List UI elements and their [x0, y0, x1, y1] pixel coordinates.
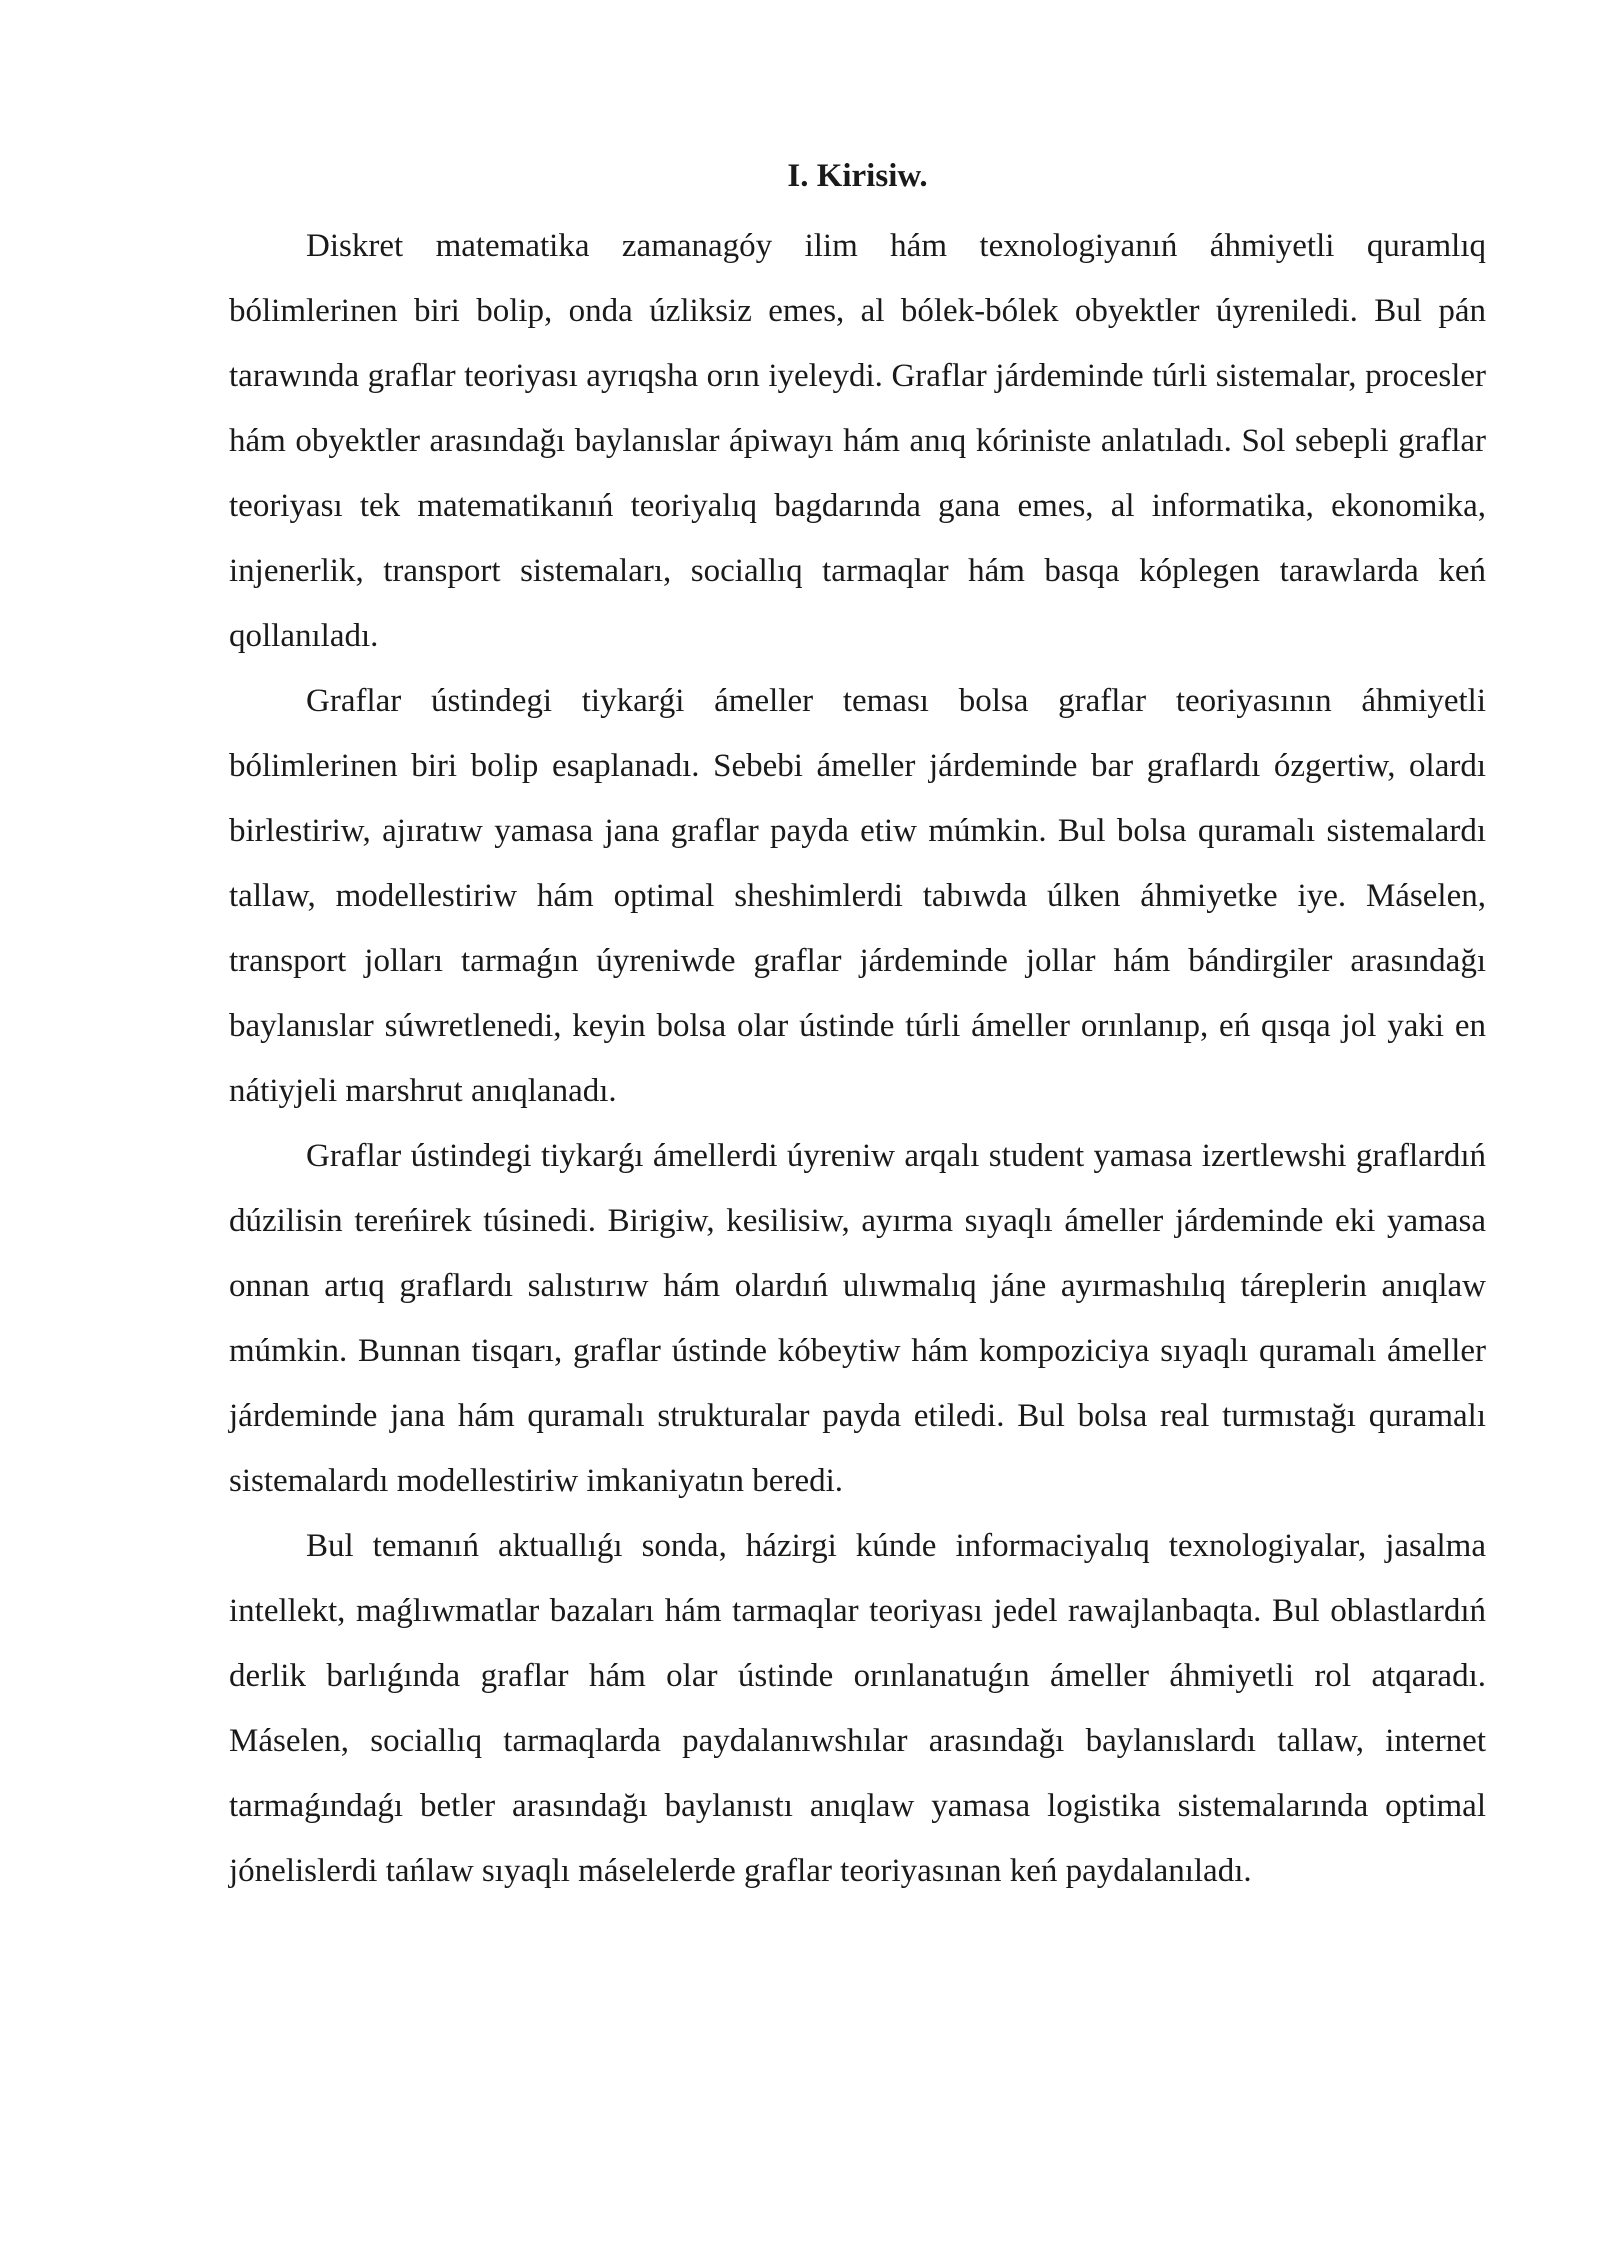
paragraph-intro: Diskret matematika zamanagóy ilim hám texnologiyanıń áhmiyetli quramlıq bólimlerinen biri bolip, onda úzliksiz emes, al bólek-bólek obyektler úyreniledi. Bul pán tarawında graflar teoriyası ayrıqsha orın iyeleydi. Graflar járdeminde túrli sistemalar, procesler hám obyektler arasındağı baylanıslar ápiwayı hám anıq kóriniste anlatıladı. Sol sebepli graflar teoriyası tek matematikanıń teoriyalıq bagdarında gana emes, al informatika, ekonomika, injenerlik, transport sistemaları, sociallıq tarmaqlar hám basqa kóplegen tarawlarda keń qollanıladı.: [229, 228, 1486, 654]
document-body: [229, 150, 1486, 1904]
section-title: I. Kirisiw.: [787, 158, 928, 194]
paragraph-relevance: Bul temanıń aktuallıǵı sonda, házirgi kúnde informaciyalıq texnologiyalar, jasalma intellekt, maǵlıwmatlar bazaları hám tarmaqlar teoriyası jedel rawajlanbaqta. Bul oblastlardıń derlik barlıǵında graflar hám olar ústinde orınlanatuǵın ámeller áhmiyetli rol atqaradı. Máselen, sociallıq tarmaqlarda paydalanıwshılar arasındağı baylanıslardı tallaw, internet tarmaǵındaǵı betler arasındağı baylanıstı anıqlaw yamasa logistika sistemalarında optimal jónelislerdi tańlaw sıyaqlı máselelerde graflar teoriyasınan keń paydalanıladı.: [229, 1528, 1486, 1889]
paragraph-operations: Graflar ústindegi tiykarǵi ámeller teması bolsa graflar teoriyasının áhmiyetli bólimlerinen biri bolip esaplanadı. Sebebi ámeller járdeminde bar graflardı ózgertiw, olardı birlestiriw, ajıratıw yamasa jana graflar payda etiw múmkin. Bul bolsa quramalı sistemalardı tallaw, modellestiriw hám optimal sheshimlerdi tabıwda úlken áhmiyetke iye. Máselen, transport jolları tarmaǵın úyreniwde graflar járdeminde jollar hám bándirgiler arasındağı baylanıslar súwretlenedi, keyin bolsa olar ústinde túrli ámeller orınlanıp, eń qısqa jol yaki en nátiyjeli marshrut anıqlanadı.: [229, 683, 1486, 1109]
paragraph-study: Graflar ústindegi tiykarǵı ámellerdi úyreniw arqalı student yamasa izertlewshi graflardıń dúzilisin tereńirek túsinedi. Birigiw, kesilisiw, ayırma sıyaqlı ámeller járdeminde eki yamasa onnan artıq graflardı salıstırıw hám olardıń ulıwmalıq jáne ayırmashılıq táreplerin anıqlaw múmkin. Bunnan tisqarı, graflar ústinde kóbeytiw hám kompoziciya sıyaqlı quramalı ámeller járdeminde jana hám quramalı strukturalar payda etiledi. Bul bolsa real turmıstağı quramalı sistemalardı modellestiriw imkaniyatın beredi.: [229, 1138, 1486, 1499]
